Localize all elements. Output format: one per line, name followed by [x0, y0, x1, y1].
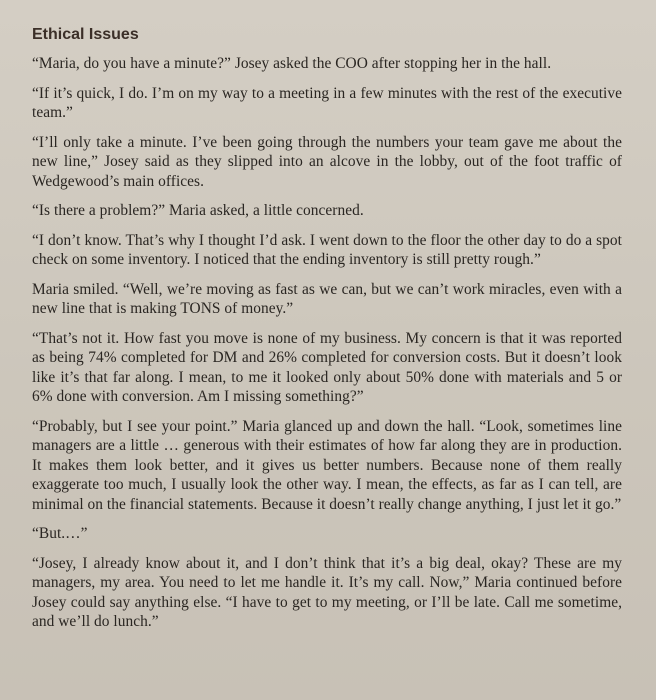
paragraph-but: “But.…” [32, 525, 88, 542]
paragraph-spot-check: “I don’t know. That’s why I thought I’d ask. I went down to the floor the other day to do a spot check on some inventory. I noticed that the ending inventory is still pretty rough.” [32, 231, 622, 268]
paragraph-is-there-problem: “Is there a problem?” Maria asked, a little concerned. [32, 202, 364, 219]
paragraph-maria-smiled: Maria smiled. “Well, we’re moving as fast as we can, but we can’t work miracles, even with a new line that is making TONS of money.” [32, 280, 622, 317]
paragraph-only-take-minute: “I’ll only take a minute. I’ve been going through the numbers your team gave me about the new line,” Josey said as they slipped into an alcove in the lobby, out of the foot traffic of Wedgewood’s main offices. [32, 133, 622, 190]
paragraph-line-managers: “Probably, but I see your point.” Maria glanced up and down the hall. “Look, sometimes line managers are a little … generous with their estimates of how far along they are in production. It makes them look better, and it gives us better numbers. Because none of them really exaggerate too much, I usually look the other way. I mean, the effects, as far as I can tell, are minimal on the financial statements. Because it doesn’t really change anything, I just let it go.” [32, 417, 622, 513]
paragraph-percent-complete: “That’s not it. How fast you move is none of my business. My concern is that it was reported as being 74% completed for DM and 26% completed for conversion costs. But it doesn’t look like it’s that far along. I mean, to me it looked only about 50% done with materials and 5 or 6% done with conversion. Am I missing something?” [32, 329, 622, 405]
paragraph-maria-minute: “Maria, do you have a minute?” Josey asked the COO after stopping her in the hall. [32, 55, 552, 72]
paragraph-if-quick: “If it’s quick, I do. I’m on my way to a meeting in a few minutes with the rest of the executive team.” [32, 84, 622, 121]
paragraph-josey-my-call: “Josey, I already know about it, and I don’t think that it’s a big deal, okay? These are my managers, my area. You need to let me handle it. It’s my call. Now,” Maria continued before Josey could say anything else. “I have to get to my meeting, or I’ll be late. Call me sometime, and we’ll do lunch.” [32, 554, 622, 630]
section-heading: Ethical Issues [32, 26, 139, 43]
